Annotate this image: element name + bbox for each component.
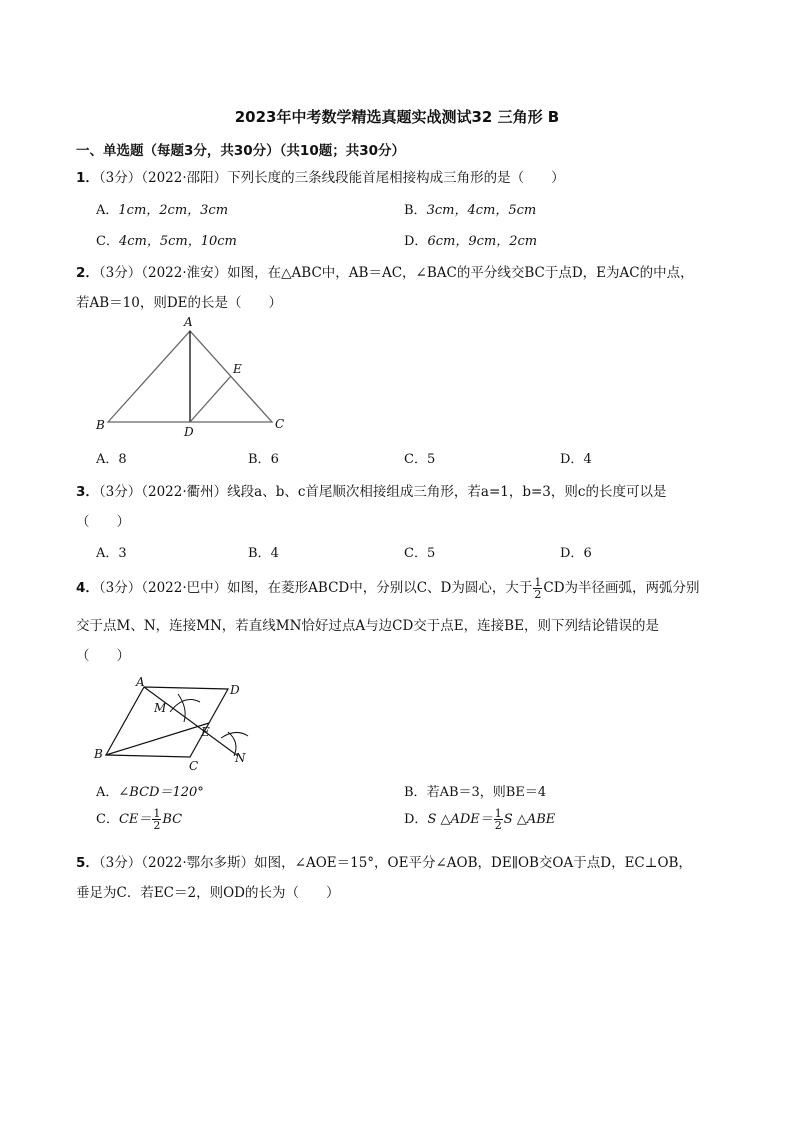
- option-c[interactable]: C．4cm，5cm，10cm: [96, 234, 237, 249]
- label-m: M: [154, 701, 167, 715]
- question-2-line-2: 若AB＝10，则DE的长是（ ）: [76, 295, 283, 311]
- option-c[interactable]: C．5: [404, 452, 436, 467]
- option-a[interactable]: A．1cm，2cm，3cm: [96, 203, 229, 218]
- option-a[interactable]: A．8: [96, 452, 127, 467]
- question-4-line-3: （ ）: [76, 648, 130, 664]
- question-text: （3分）（2022·淮安）如图，在△ABC中，AB＝AC，∠BAC的平分线交BC于点D，E为AC的中点，: [98, 265, 694, 281]
- option-b[interactable]: B．6: [248, 452, 279, 467]
- option-d[interactable]: D．6: [560, 546, 592, 561]
- option-d[interactable]: D．4: [560, 452, 592, 467]
- label-b: B: [94, 747, 103, 761]
- option-c[interactable]: C．CE＝ $\frac{1}{2}$ BC: [96, 807, 183, 832]
- label-a: A: [136, 675, 145, 689]
- label-n: N: [235, 751, 246, 765]
- question-3-line-2: （ ）: [76, 514, 130, 530]
- option-a[interactable]: A．3: [96, 546, 127, 561]
- option-a[interactable]: A．∠BCD＝120°: [96, 785, 204, 800]
- question-4-line-2: 交于点M、N，连接MN，若直线MN恰好过点A与边CD交于点E，连接BE，则下列结论错误的是: [76, 618, 659, 634]
- fraction-half: $\frac{1}{2}$: [534, 576, 542, 601]
- label-c: C: [275, 417, 285, 431]
- question-number: 3．: [76, 484, 99, 500]
- label-e: E: [233, 362, 242, 376]
- option-d[interactable]: D．S △ADE＝ $\frac{1}{2}$ S △ABE: [404, 807, 556, 832]
- label-d: D: [184, 425, 194, 439]
- label-e: E: [201, 725, 210, 739]
- triangle-figure: [90, 312, 290, 442]
- question-number: 4．: [76, 580, 99, 596]
- page-title: 2023年中考数学精选真题实战测试32 三角形 B: [234, 108, 560, 126]
- question-text: （3分）（2022·邵阳）下列长度的三条线段能首尾相接构成三角形的是（ ）: [98, 170, 565, 186]
- arc-n-1: [221, 732, 248, 738]
- option-d[interactable]: D．6cm，9cm，2cm: [404, 234, 538, 249]
- question-text: （3分）（2022·鄂尔多斯）如图，∠AOE＝15°，OE平分∠AOB，DE∥OB交OA于点D，EC⊥OB，: [98, 855, 692, 871]
- label-a: A: [184, 315, 193, 329]
- question-3: [76, 480, 666, 500]
- rhombus-abcd: [106, 687, 228, 757]
- label-c: C: [189, 759, 199, 772]
- arc-m-2: [178, 694, 185, 722]
- label-b: B: [96, 418, 105, 432]
- option-b[interactable]: B．若AB＝3，则BE＝4: [404, 785, 547, 800]
- question-number: 5．: [76, 855, 99, 871]
- question-4: 4．（3分）（2022·巴中）如图，在菱形ABCD中，分别以C、D为圆心，大于 $\frac{1}{2}$ CD为半径画弧，两弧分别: [76, 576, 700, 601]
- question-5-line-2: 垂足为C．若EC＝2，则OD的长为（ ）: [76, 885, 340, 901]
- question-2: [76, 261, 694, 281]
- option-b[interactable]: B．3cm，4cm，5cm: [404, 203, 537, 218]
- question-5: [76, 851, 692, 871]
- question-1: [76, 166, 565, 186]
- option-b[interactable]: B．4: [248, 546, 279, 561]
- segment-de: [190, 376, 231, 422]
- label-d: D: [230, 683, 240, 697]
- section-heading: 一、单选题（每题3分，共30分）（共10题；共30分）: [76, 143, 406, 159]
- rhombus-figure: [88, 672, 278, 772]
- option-c[interactable]: C．5: [404, 546, 436, 561]
- question-number: 2．: [76, 265, 99, 281]
- question-text: （3分）（2022·衢州）线段a、b、c首尾顺次相接组成三角形，若a=1，b=3，则c的长度可以是: [98, 484, 667, 500]
- question-number: 1．: [76, 170, 99, 186]
